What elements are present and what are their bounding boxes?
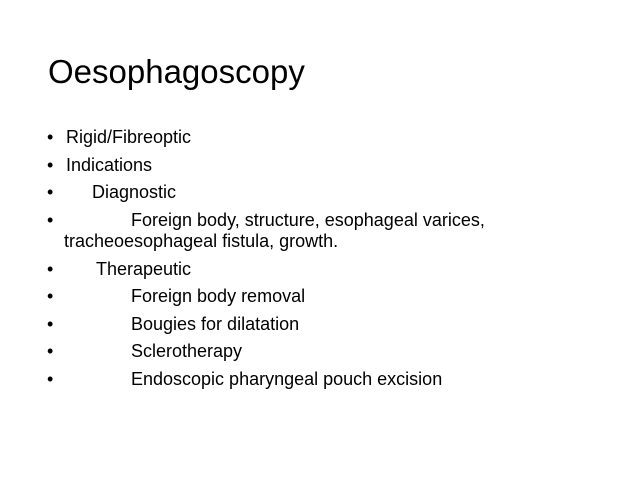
bullet-text: Foreign body removal — [131, 286, 306, 306]
bullet-dot-icon: • — [47, 368, 54, 389]
bullet-text: Diagnostic — [92, 182, 177, 202]
bullet-list — [0, 124, 638, 393]
bullet-item — [0, 179, 638, 207]
bullet-text: Indications — [66, 154, 153, 175]
slide-title: Oesophagoscopy — [48, 53, 305, 90]
bullet-dot-icon: • — [47, 127, 54, 147]
bullet-text — [0, 207, 485, 256]
bullet-dot-icon: • — [47, 313, 54, 334]
bullet-text: Therapeutic — [96, 258, 192, 279]
bullet-text: Sclerotherapy — [131, 341, 243, 361]
bullet-text: Endoscopic pharyngeal pouch excision — [131, 368, 443, 389]
bullet-dot-icon: • — [47, 258, 54, 279]
bullet-item — [0, 338, 638, 366]
bullet-dot-icon: • — [47, 209, 54, 230]
bullet-item — [0, 311, 638, 339]
bullet-dot-icon: • — [47, 154, 54, 175]
bullet-item — [0, 256, 638, 284]
bullet-item — [0, 152, 638, 180]
bullet-item — [0, 366, 638, 394]
bullet-item — [0, 283, 638, 311]
bullet-text-line: Foreign body, structure, esophageal varices, — [131, 209, 485, 230]
bullet-text: Bougies for dilatation — [131, 313, 300, 334]
bullet-item — [0, 124, 638, 152]
bullet-text: Rigid/Fibreoptic — [66, 127, 192, 147]
bullet-dot-icon: • — [47, 286, 54, 306]
bullet-dot-icon: • — [47, 182, 54, 202]
bullet-item — [0, 207, 638, 256]
bullet-text-line: tracheoesophageal fistula, growth. — [64, 231, 339, 251]
bullet-dot-icon: • — [47, 341, 54, 361]
